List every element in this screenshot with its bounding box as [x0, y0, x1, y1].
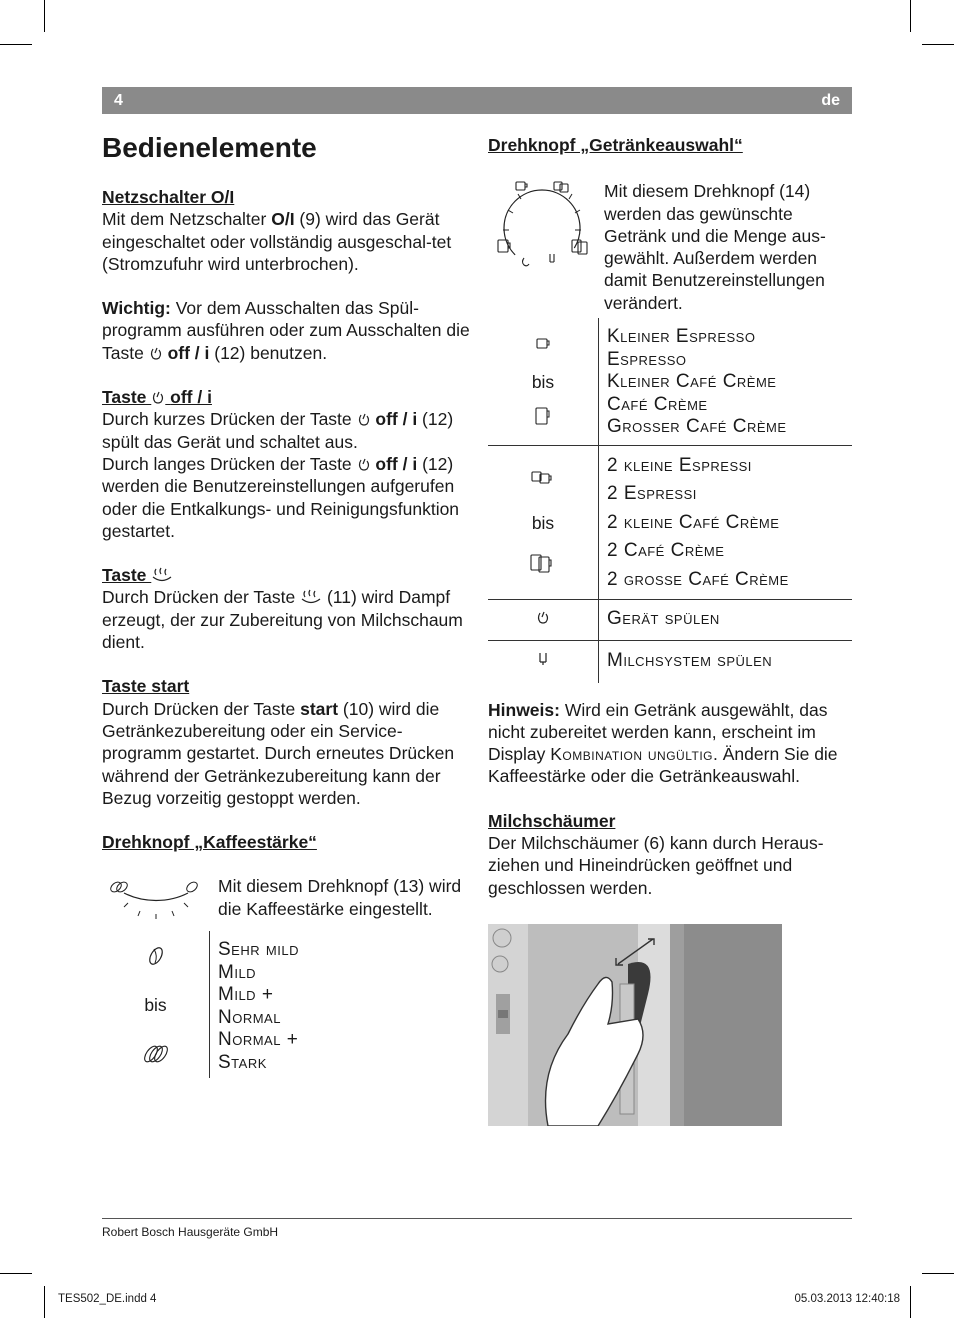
print-slug-file: TES502_DE.indd 4 [58, 1293, 157, 1305]
page-title: Bedienelemente [102, 132, 317, 163]
section-steam-button-title: Taste [102, 564, 472, 586]
section-off-button-title: Taste off / i [102, 387, 212, 408]
strength-table [102, 931, 432, 1078]
two-small-cups-icon [530, 469, 556, 485]
rinse-icon [149, 347, 163, 361]
section-start-button-text: Durch Drücken der Taste start (10) wird die Getränkezubereitung oder ein Service-programm gestartet. Durch erneutes Drücken während der Getränkezubereitung kann der Bezug vorzeitig gestoppt werden. [102, 698, 455, 808]
drink-knob-block [488, 180, 852, 314]
strength-level: Stark [218, 1051, 267, 1073]
strength-knob-block [102, 875, 472, 925]
strength-level: Sehr mild [218, 939, 299, 961]
section-milk-frother-title: Milchschäumer [488, 810, 616, 831]
drink-option: Kleiner Espresso [607, 326, 756, 348]
language-code: de [821, 92, 840, 109]
drink-option: Grosser Café Crème [607, 416, 787, 438]
bean-strong-icon [143, 1043, 169, 1065]
section-power-switch-title: Netzschalter O/I [102, 187, 235, 207]
crop-mark [922, 1273, 954, 1274]
strength-level: Normal + [218, 1029, 299, 1051]
drink-option: Espresso [607, 348, 687, 370]
bean-mild-icon [147, 945, 165, 967]
drink-option: 2 Espressi [607, 483, 697, 505]
crop-mark [0, 1273, 32, 1274]
page-header-bar [102, 87, 852, 114]
page-footer [102, 1218, 852, 1239]
drink-option: 2 kleine Café Crème [607, 511, 780, 533]
two-large-cups-icon [529, 553, 557, 575]
section-start-button-title: Taste start [102, 676, 190, 697]
print-slug-date: 05.03.2013 12:40:18 [794, 1293, 900, 1305]
milk-system-icon [537, 651, 549, 667]
crop-mark [44, 1286, 45, 1318]
crop-mark [910, 0, 911, 32]
drink-option: 2 kleine Espressi [607, 454, 752, 476]
drink-table [488, 318, 852, 682]
bis-label: bis [531, 371, 555, 392]
option-milk-rinse: Milchsystem spülen [599, 640, 853, 683]
rinse-icon [357, 413, 371, 427]
section-drink-knob-title: Drehknopf „Getränkeauswahl“ [488, 135, 743, 155]
crop-mark [44, 0, 45, 32]
drink-option: Café Crème [607, 393, 708, 415]
section-off-button-text: Durch kurzes Drücken der Taste off / i (12) spült das Gerät und schaltet aus. Durch langes Drücken der Taste off / i (12) werden die Benutzereinstellungen aufgerufen oder die Entkalkungs- und Reinigungsfunktion gestartet. [102, 409, 460, 541]
option-rinse: Gerät spülen [599, 599, 853, 640]
large-cup-icon [533, 405, 553, 427]
crop-mark [0, 44, 32, 45]
drink-option: Kleiner Café Crème [607, 371, 777, 393]
strength-level: Normal [218, 1006, 281, 1028]
section-milk-frother-text: Der Milchschäumer (6) kann durch Heraus-ziehen und Hineindrücken geöffnet und geschlossen werden. [488, 833, 824, 898]
drink-knob-diagram [488, 180, 596, 276]
page-number: 4 [114, 92, 123, 109]
strength-knob-desc: Mit diesem Drehknopf (13) wird die Kaffeestärke eingestellt. [218, 876, 462, 919]
strength-level: Mild + [218, 984, 274, 1006]
steam-icon [300, 589, 322, 605]
steam-icon [151, 567, 173, 583]
important-note: Wichtig: Vor dem Ausschalten das Spül-programm ausführen oder zum Ausschalten die Taste off / i (12) benutzen. [102, 298, 470, 363]
rinse-icon [536, 611, 550, 625]
company-name: Robert Bosch Hausgeräte GmbH [102, 1225, 279, 1239]
section-power-switch-text: Mit dem Netzschalter O/I (9) wird das Gerät eingeschaltet oder vollständig ausgeschal-tet (Stromzufuhr wird unterbrochen). [102, 209, 452, 274]
drink-option: 2 grosse Café Crème [607, 568, 789, 590]
strength-level: Mild [218, 961, 257, 983]
note-text: Hinweis: Wird ein Getränk ausgewählt, das nicht zubereitet werden kann, erscheint im Display Kombination ungültig. Ändern Sie die Kaffeestärke oder die Getränkeauswahl. [488, 699, 838, 787]
section-steam-button-text: Durch Drücken der Taste (11) wird Dampf erzeugt, der zur Zubereitung von Milchschaum dient. [102, 587, 463, 653]
small-cup-icon [534, 335, 552, 351]
left-column [102, 130, 472, 1078]
rinse-icon [357, 458, 371, 472]
right-column [488, 134, 852, 899]
crop-mark [910, 1286, 911, 1318]
rinse-icon [151, 391, 165, 405]
drink-option: 2 Café Crème [607, 540, 725, 562]
bis-label: bis [144, 995, 167, 1016]
crop-mark [922, 44, 954, 45]
strength-knob-diagram [102, 875, 210, 925]
section-strength-knob-title: Drehknopf „Kaffeestärke“ [102, 832, 317, 853]
milk-frother-photo [488, 924, 782, 1126]
bis-label: bis [531, 513, 555, 534]
drink-knob-desc: Mit diesem Drehknopf (14) werden das gewünschte Getränk und die Menge aus-gewählt. Außerdem werden damit Benutzereinstellungen verändert. [604, 181, 826, 313]
